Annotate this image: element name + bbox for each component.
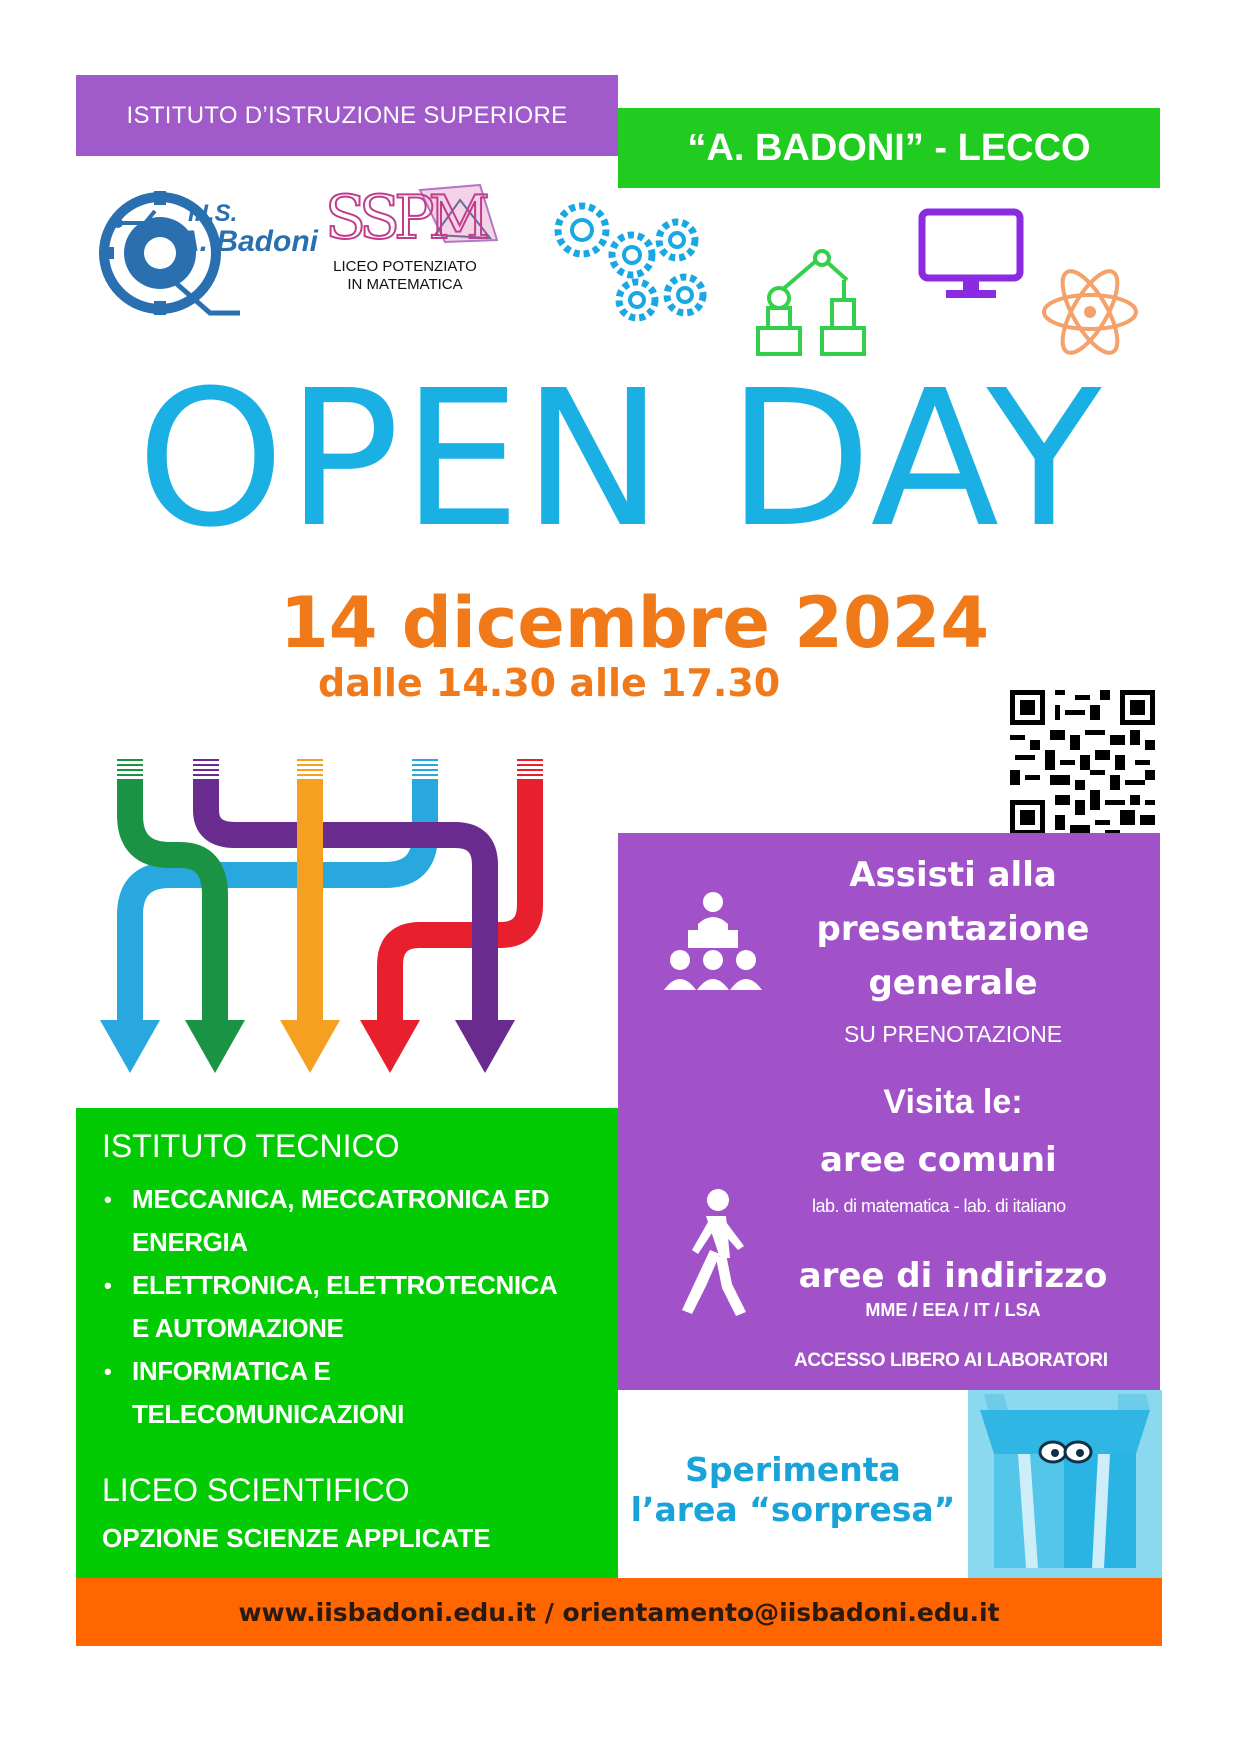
istituto-tecnico-title: ISTITUTO TECNICO bbox=[102, 1128, 400, 1164]
sspm-logo-text: SSPM bbox=[325, 183, 484, 253]
course-line: INFORMATICA E bbox=[132, 1356, 331, 1386]
liceo-subtitle: OPZIONE SCIENZE APPLICATE bbox=[102, 1523, 491, 1553]
course-item-elettronica bbox=[102, 1264, 602, 1350]
istituto-tecnico-courses bbox=[102, 1178, 602, 1436]
course-line: MECCANICA, MECCATRONICA ED bbox=[132, 1184, 550, 1214]
presentation-line: generale bbox=[868, 963, 1038, 1003]
bullet: • bbox=[104, 1273, 112, 1298]
surprise-line: Sperimenta bbox=[685, 1450, 901, 1489]
common-areas: aree comuni bbox=[820, 1140, 1057, 1180]
iis-badoni-logo bbox=[100, 183, 318, 323]
iis-logo-text: I.I.S. bbox=[188, 200, 238, 227]
surprise-panel bbox=[618, 1390, 968, 1578]
free-access-note: ACCESSO LIBERO AI LABORATORI bbox=[794, 1350, 1108, 1371]
reservation-note: SU PRENOTAZIONE bbox=[843, 1021, 1063, 1047]
course-line: E AUTOMAZIONE bbox=[132, 1313, 344, 1343]
school-name: “A. BADONI” - LECCO bbox=[618, 108, 1160, 188]
event-title: OPEN DAY bbox=[136, 350, 1104, 569]
visit-title: Visita le: bbox=[883, 1083, 1023, 1121]
presentation-line: presentazione bbox=[816, 909, 1090, 949]
bullet: • bbox=[104, 1187, 112, 1212]
arrows-paths-icon bbox=[90, 755, 550, 1085]
surprise-line: l’area “sorpresa” bbox=[630, 1490, 956, 1529]
sspm-caption-line1: LICEO POTENZIATO bbox=[333, 258, 477, 275]
address-areas-detail: MME / EEA / IT / LSA bbox=[865, 1300, 1041, 1320]
courses-panel bbox=[76, 1108, 618, 1578]
course-item-meccanica bbox=[102, 1178, 602, 1264]
sspm-logo bbox=[325, 180, 500, 252]
course-item-informatica bbox=[102, 1350, 602, 1436]
iis-logo-name: A. Badoni bbox=[178, 225, 318, 258]
monitor-icon bbox=[918, 208, 1024, 304]
course-line: ELETTRONICA, ELETTROTECNICA bbox=[132, 1270, 558, 1300]
institute-label: ISTITUTO D’ISTRUZIONE SUPERIORE bbox=[76, 75, 618, 156]
robot-arm-icon bbox=[752, 248, 872, 358]
atom-icon bbox=[1040, 262, 1140, 362]
surprise-box-panel bbox=[968, 1390, 1162, 1578]
walking-person-icon bbox=[670, 1188, 760, 1318]
course-line: TELECOMUNICAZIONI bbox=[132, 1399, 404, 1429]
sspm-caption-line2: IN MATEMATICA bbox=[347, 276, 463, 293]
common-areas-detail: lab. di matematica - lab. di italiano bbox=[812, 1196, 1066, 1216]
qr-code-icon bbox=[1010, 690, 1155, 835]
sspm-caption bbox=[300, 258, 510, 294]
presentation-line: Assisti alla bbox=[849, 855, 1057, 895]
liceo-title: LICEO SCIENTIFICO bbox=[102, 1472, 410, 1508]
surprise-text bbox=[618, 1450, 968, 1530]
surprise-box-icon bbox=[968, 1390, 1162, 1578]
bullet: • bbox=[104, 1359, 112, 1384]
presentation-audience-icon bbox=[658, 888, 768, 998]
presentation-text bbox=[768, 848, 1138, 1010]
address-areas: aree di indirizzo bbox=[798, 1256, 1108, 1296]
event-date: 14 dicembre 2024 bbox=[280, 582, 990, 664]
footer-contacts: www.iisbadoni.edu.it / orientamento@iisbadoni.edu.it bbox=[76, 1578, 1162, 1646]
activities-panel bbox=[618, 833, 1160, 1390]
gears-icon bbox=[552, 200, 712, 330]
course-line: ENERGIA bbox=[132, 1227, 248, 1257]
event-time: dalle 14.30 alle 17.30 bbox=[318, 661, 781, 705]
